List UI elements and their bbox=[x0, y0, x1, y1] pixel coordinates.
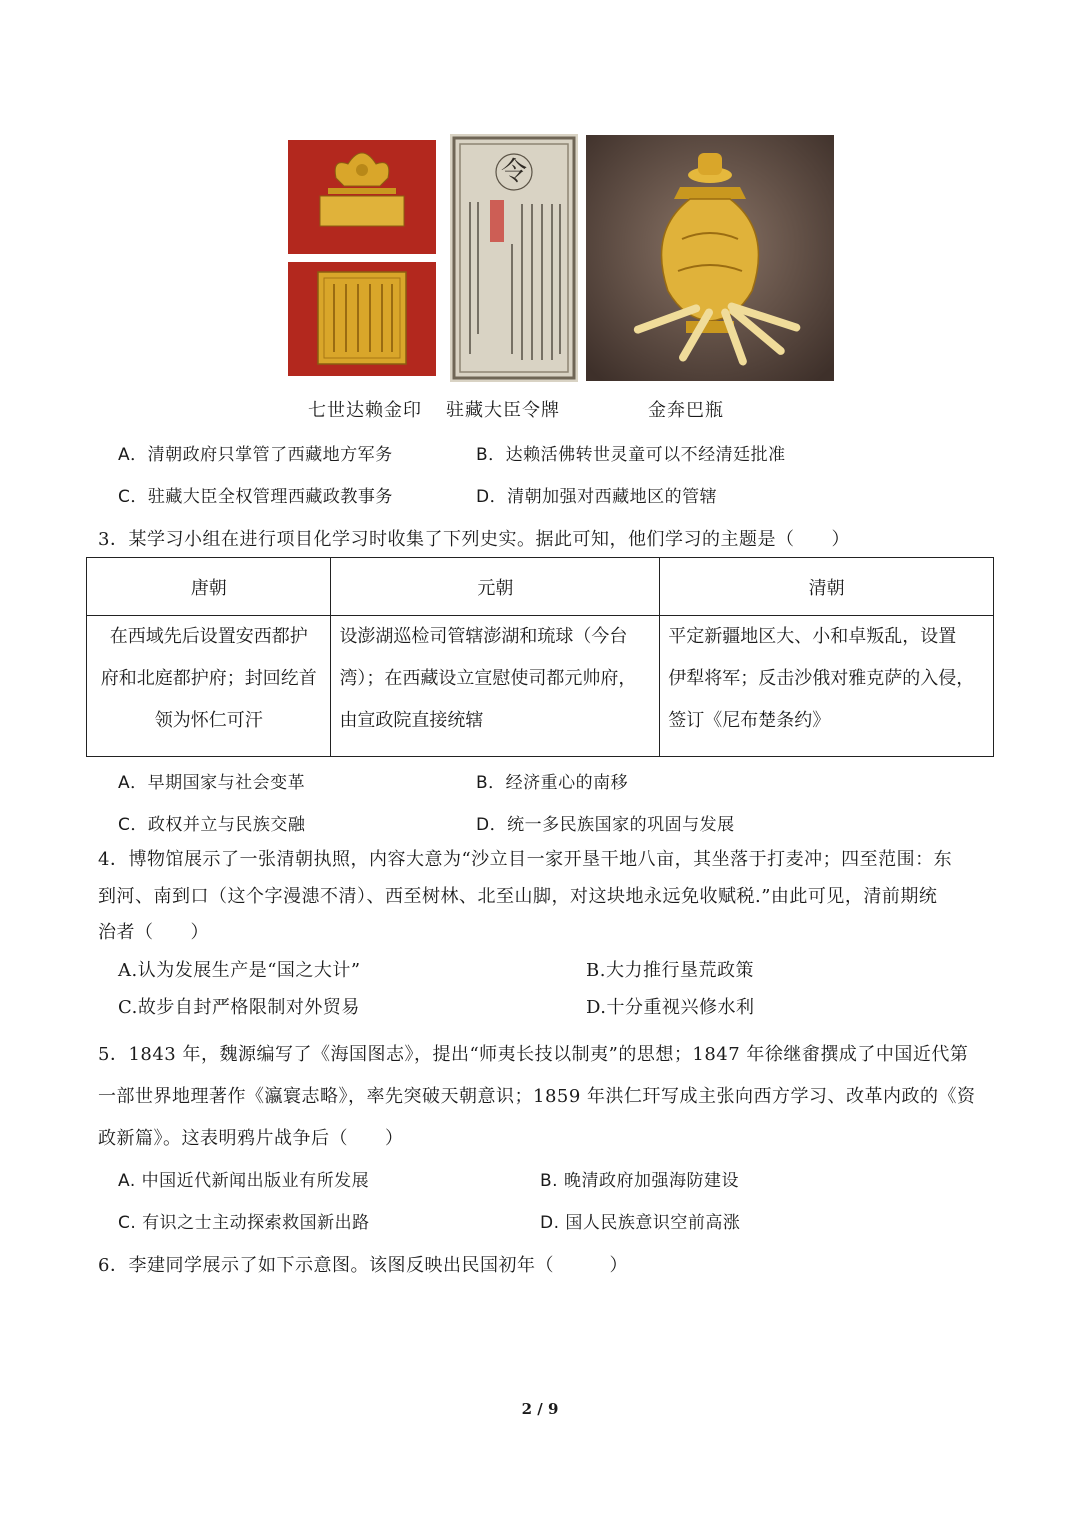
q3-option-b[interactable]: B．经济重心的南移 bbox=[476, 773, 629, 793]
q4-option-b[interactable]: B.大力推行垦荒政策 bbox=[586, 960, 754, 981]
q4-option-d[interactable]: D.十分重视兴修水利 bbox=[586, 997, 755, 1018]
caption-seal: 七世达赖金印 bbox=[308, 400, 422, 421]
q4-stem-line-3: 治者（ ） bbox=[98, 922, 209, 943]
page-number: 2 / 9 bbox=[521, 1400, 559, 1418]
q3-option-c[interactable]: C．政权并立与民族交融 bbox=[118, 815, 306, 835]
cell-qing bbox=[660, 616, 994, 757]
golden-urn-icon bbox=[586, 135, 834, 381]
header-tang: 唐朝 bbox=[87, 558, 331, 616]
cell-line: 湾）；在西藏设立宣慰使司都元帅府， bbox=[339, 668, 637, 689]
golden-seal-bottom-photo bbox=[288, 262, 436, 376]
q5-option-a[interactable]: A. 中国近代新闻出版业有所发展 bbox=[118, 1171, 370, 1191]
cell-tang bbox=[87, 616, 331, 757]
q3-stem: 3．某学习小组在进行项目化学习时收集了下列史实。据此可知，他们学习的主题是（ ） bbox=[98, 529, 850, 550]
golden-urn-photo bbox=[586, 135, 834, 381]
cell-yuan bbox=[331, 616, 660, 757]
q2-option-c[interactable]: C．驻藏大臣全权管理西藏政教事务 bbox=[118, 487, 393, 507]
q3-option-d[interactable]: D．统一多民族国家的巩固与发展 bbox=[476, 815, 735, 835]
plaque-icon bbox=[450, 134, 578, 382]
cell-line: 伊犁将军；反击沙俄对雅克萨的入侵， bbox=[668, 668, 975, 689]
golden-seal-top-photo bbox=[288, 140, 436, 254]
q6-stem: 6．李建同学展示了如下示意图。该图反映出民国初年（ ） bbox=[98, 1255, 628, 1276]
cell-line: 领为怀仁可汗 bbox=[154, 710, 263, 731]
table-row bbox=[87, 616, 994, 757]
header-yuan: 元朝 bbox=[331, 558, 660, 616]
q2-option-a[interactable]: A．清朝政府只掌管了西藏地方军务 bbox=[118, 445, 393, 465]
table-header-row bbox=[87, 558, 994, 616]
q5-option-b[interactable]: B. 晚清政府加强海防建设 bbox=[540, 1171, 739, 1191]
caption-plaque: 驻藏大臣令牌 bbox=[446, 400, 560, 421]
plaque-character: 令 bbox=[500, 157, 528, 187]
q4-option-c[interactable]: C.故步自封严格限制对外贸易 bbox=[118, 997, 360, 1018]
q2-option-b[interactable]: B．达赖活佛转世灵童可以不经清廷批准 bbox=[476, 445, 786, 465]
q2-option-d[interactable]: D．清朝加强对西藏地区的管辖 bbox=[476, 487, 718, 507]
cell-line: 设澎湖巡检司管辖澎湖和琉球（今台 bbox=[339, 626, 628, 647]
q5-option-d[interactable]: D. 国人民族意识空前高涨 bbox=[540, 1213, 741, 1233]
cell-line: 在西域先后设置安西都护 bbox=[109, 626, 308, 647]
q4-stem-line-2: 到河、南到口（这个字漫漶不清）、西至树林、北至山脚，对这块地永远免收赋税.”由此可见，清前期统 bbox=[98, 886, 938, 907]
golden-seal-icon bbox=[288, 140, 436, 254]
q4-stem-line-1: 4．博物馆展示了一张清朝执照，内容大意为“沙立目一家开垦干地八亩，其坐落于打麦冲；四至范围：东 bbox=[98, 849, 953, 870]
header-qing: 清朝 bbox=[660, 558, 994, 616]
cell-line: 由宣政院直接统辖 bbox=[339, 710, 484, 731]
cell-line: 签订《尼布楚条约》 bbox=[668, 710, 831, 731]
amban-plaque-photo bbox=[450, 134, 578, 382]
cell-line: 平定新疆地区大、小和卓叛乱，设置 bbox=[668, 626, 957, 647]
seal-face-icon bbox=[288, 262, 436, 376]
cell-line: 府和北庭都护府；封回纥首 bbox=[100, 668, 317, 689]
q3-option-a[interactable]: A．早期国家与社会变革 bbox=[118, 773, 306, 793]
q3-history-table bbox=[86, 557, 994, 757]
q5-stem-line-1: 5．1843 年，魏源编写了《海国图志》，提出“师夷长技以制夷”的思想；1847 年徐继畬撰成了中国近代第 bbox=[98, 1044, 969, 1065]
caption-urn: 金奔巴瓶 bbox=[648, 400, 724, 421]
q5-stem-line-2: 一部世界地理著作《瀛寰志略》，率先突破天朝意识；1859 年洪仁玕写成主张向西方学习、改革内政的《资 bbox=[98, 1086, 976, 1107]
q5-option-c[interactable]: C. 有识之士主动探索救国新出路 bbox=[118, 1213, 370, 1233]
q5-stem-line-3: 政新篇》。这表明鸦片战争后（ ） bbox=[98, 1128, 404, 1149]
q4-option-a[interactable]: A.认为发展生产是“国之大计” bbox=[118, 960, 361, 981]
